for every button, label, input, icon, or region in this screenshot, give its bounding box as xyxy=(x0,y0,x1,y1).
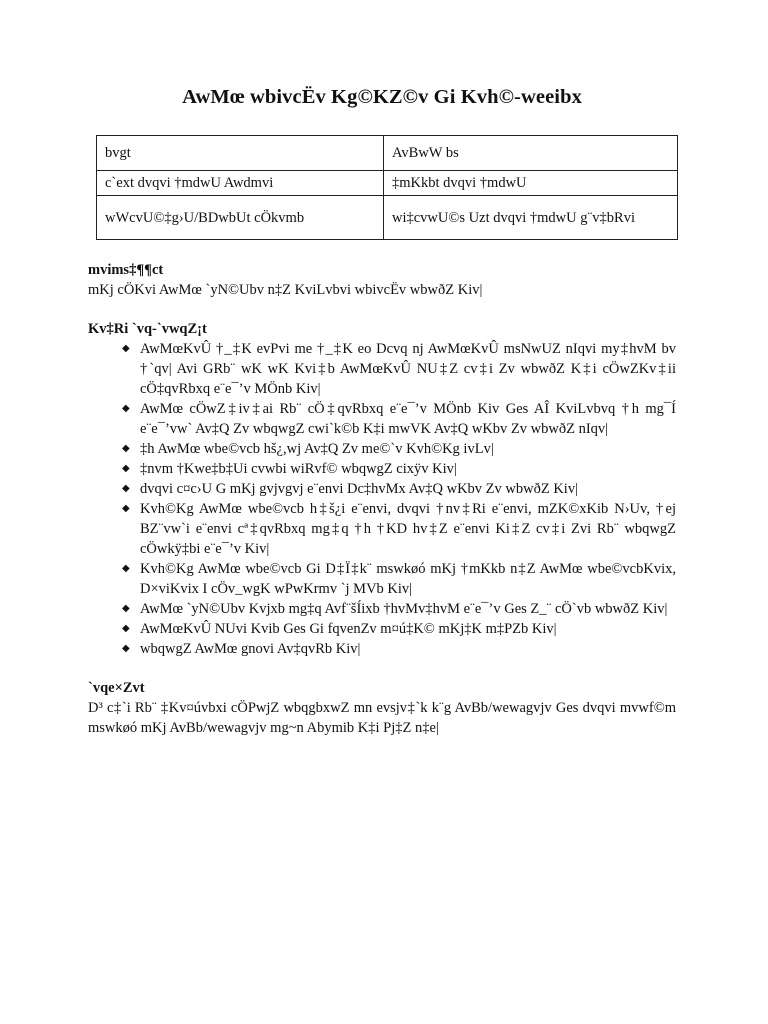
list-item: ◆ ‡h AwMœ wbe©vcb hš¿,wj Av‡Q Zv me©`v Kvh©Kg ivLv| xyxy=(122,441,494,457)
purpose-heading: mvims‡¶¶ct xyxy=(88,262,164,278)
conclusion-section xyxy=(88,678,676,738)
list-item: ◆ AwMœ cÖwZ‡iv‡ai Rb¨ cÖ‡qvRbxq e¨e¯’v MÖnb Kiv Ges AÎ KviLvbvq †h mg¯Í e¨e¯’vw` Av‡Q Zv wbqwgZ cwi`k©b K‡i mwVK Av‡Q wKbv Zv wbwðZ nIqv| xyxy=(122,401,676,437)
duties-list xyxy=(88,339,676,659)
bullet-diamond-icon: ◆ xyxy=(122,643,130,654)
table-cell-name: bvgt xyxy=(97,136,384,171)
table-cell-section: ‡mKkbt dvqvi †mdwU xyxy=(384,171,678,196)
bullet-diamond-icon: ◆ xyxy=(122,343,130,354)
table-row xyxy=(97,136,678,171)
document-page xyxy=(88,0,676,738)
table-row xyxy=(97,196,678,240)
bullet-diamond-icon: ◆ xyxy=(122,563,130,574)
list-item: ◆ wbqwgZ AwMœ gnovi Av‡qvRb Kiv| xyxy=(122,641,361,657)
list-item: ◆ dvqvi c¤c›U G mKj gvjvgvj e¨envi Dc‡hvMx Av‡Q wKbv Zv wbwðZ Kiv| xyxy=(122,481,578,497)
table-cell-designation: c`ext dvqvi †mdwU Awdmvi xyxy=(97,171,384,196)
list-item: ◆ Kvh©Kg AwMœ wbe©vcb Gi D‡Ï‡k¨ mswkøó mKj †mKkb n‡Z AwMœ wbe©vcbKvix, D×viKvix I cÖv_wgK wPwKrmv `j MVb Kiv| xyxy=(122,561,676,597)
table-cell-reporting-to: wi‡cvwU©s Uzt dvqvi †mdwU g¨v‡bRvi xyxy=(384,196,678,240)
table-cell-department: wWcvU©‡g›U/BDwbUt cÖkvmb xyxy=(97,196,384,240)
purpose-text: mKj cÖKvi AwMœ `yN©Ubv n‡Z KviLvbvi wbivcËv wbwðZ Kiv| xyxy=(88,282,483,298)
bullet-diamond-icon: ◆ xyxy=(122,463,130,474)
list-item: ◆ AwMœKvÛ †_‡K evPvi me †_‡K eo Dcvq nj AwMœKvÛ msNwUZ nIqvi my‡hvM bv †`qv| Avi GRb¨ wK wK Kvi‡b AwMœKvÛ NU‡Z cv‡i Zv wbwðZ K‡i cÖwZKv‡ii cÖ‡qvRbxq e¨e¯’v MÖnb Kiv| xyxy=(122,341,676,397)
purpose-section xyxy=(88,260,676,300)
table-row xyxy=(97,171,678,196)
list-item: ◆ ‡nvm †Kwe‡b‡Ui cvwbi wiRvf© wbqwgZ cixÿv Kiv| xyxy=(122,461,457,477)
table-cell-id: AvBwW bs xyxy=(384,136,678,171)
conclusion-text: D³ c‡`i Rb¨ ‡Kv¤úvbxi cÖPwjZ wbqgbxwZ mn evsjv‡`k k¨g AvBb/wewagvjv Ges dvqvi mvwf©m mswkøó mKj AvBb/wewagvjv mg~n Abymib K‡i Pj‡Z n‡e| xyxy=(88,700,676,736)
list-item: ◆ AwMœKvÛ NUvi Kvib Ges Gi fqvenZv m¤ú‡K© mKj‡K m‡PZb Kiv| xyxy=(122,621,557,637)
duties-heading: Kv‡Ri `vq-`vwqZ¡t xyxy=(88,321,207,337)
job-info-table xyxy=(96,135,678,240)
conclusion-heading: `vqe×Zvt xyxy=(88,680,145,696)
bullet-diamond-icon: ◆ xyxy=(122,503,130,514)
page-title: AwMœ wbivcËv Kg©KZ©v Gi Kvh©-weeibx xyxy=(182,86,582,108)
list-item: ◆ AwMœ `yN©Ubv Kvjxb mg‡q Avf¨šÍixb †hvMv‡hvM e¨e¯’v Ges Z_¨ cÖ`vb wbwðZ Kiv| xyxy=(122,601,668,617)
bullet-diamond-icon: ◆ xyxy=(122,443,130,454)
bullet-diamond-icon: ◆ xyxy=(122,603,130,614)
duties-section xyxy=(88,319,676,659)
list-item: ◆ Kvh©Kg AwMœ wbe©vcb h‡š¿i e¨envi, dvqvi †nv‡Ri e¨envi, mZK©xKib N›Uv, †ej BZ¨vw`i e¨envi cª‡qvRbxq mg‡q †h †KD hv‡Z e¨envi Ki‡Z cv‡i Zvi Rb¨ wbqwgZ cÖwkÿ‡bi e¨e¯’v Kiv| xyxy=(122,501,676,557)
bullet-diamond-icon: ◆ xyxy=(122,623,130,634)
bullet-diamond-icon: ◆ xyxy=(122,403,130,414)
bullet-diamond-icon: ◆ xyxy=(122,483,130,494)
